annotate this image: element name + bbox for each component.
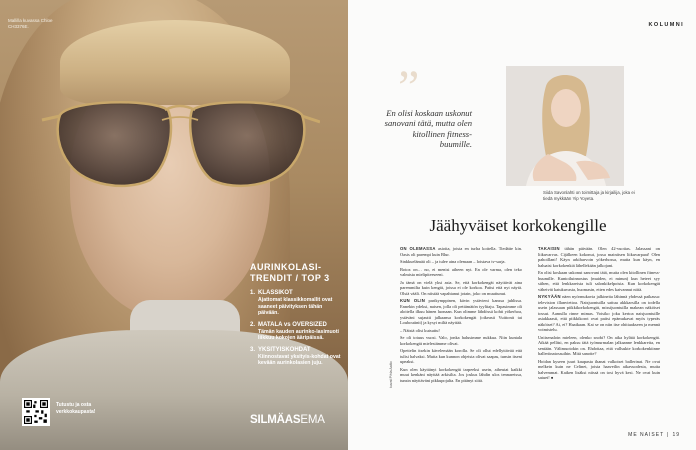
trend-heading: KLASSIKOT xyxy=(258,290,293,296)
paragraph xyxy=(400,246,522,257)
qr-cta-text: Tutustu ja osta verkkokaupasta! xyxy=(56,402,96,415)
paragraph-text: – Näistä olisi kutsuttu! xyxy=(400,327,440,333)
paragraph-lead: ON OLEMASSA xyxy=(400,246,436,251)
trend-number: 1. xyxy=(250,290,256,296)
paragraph-text: Sinkkuelämää oli – ja tulee aina olemaan – loistava tv-sarja. xyxy=(400,259,506,264)
paragraph xyxy=(538,246,660,268)
paragraph-text: Uniisenaloin mieleen, olenko snobi? On aika hylätä korkokengät. Aikää pelläsi, en paksu tätä työmurmalan jalkaanne lenkkareita, en sentään. Välimuotokin on. Ehdottaa, että vallsukte korkokenkiinne balleriinatossuihin. Mitä sanotte? xyxy=(538,334,660,356)
qr-code-icon xyxy=(24,400,48,424)
paragraph-text: Botox on… no, ei menisi aiheen nyt. En ole varma, olen teko valmista mielipiteeseeni. xyxy=(400,266,522,277)
paragraph xyxy=(400,348,522,365)
paragraph xyxy=(400,267,522,278)
portrait-caption: Siida Savonlahti on toimittaja ja kirjailija, joka ei tiedä mykkään Yip Yoyeta. xyxy=(543,190,635,201)
right-page-column xyxy=(348,0,696,450)
photo-credit: Mallilla kuvassa Chloe CH3376E. xyxy=(8,18,53,29)
brand-logo-part1: SILMÄAS xyxy=(250,414,301,426)
qr-code[interactable] xyxy=(22,398,50,426)
paragraph-text: Se oli totuus vuosi. Valo, jonka halusimme nukkua. Niin kuntala korkokengät mielestämme olivat. xyxy=(400,335,522,346)
trend-item xyxy=(250,290,344,317)
paragraph-text: Opettelin itsekin kävelemään korolla. Se oli ollut edellyttävää että tulisi halvaksi. Mutta kun kunnon ohjeista olivat saapas, tunsin itseni upeaksi. xyxy=(400,348,522,364)
paragraph xyxy=(400,259,522,265)
paragraph-text: Kun olen käyttänyt korkokengät tarpeeksi usein, aiheutat kaikki muut kenkäni näyttää arkisilta. Jos joskus lähdin ulos tennareissa, tunsin näyttäväni pikkupojalta. En pitänyt siitä. xyxy=(400,366,522,383)
paragraph-text: asioita, joista en turha koitella. Tiedätte kin. Oasis oli parempi kuin Blur. xyxy=(400,246,522,257)
quote-mark-icon: ” xyxy=(398,61,420,114)
paragraph xyxy=(400,298,522,326)
author-portrait-image xyxy=(506,66,624,186)
page-footer xyxy=(628,432,680,438)
page-number: 19 xyxy=(672,432,680,438)
paragraph xyxy=(538,359,660,381)
paragraph xyxy=(538,294,660,333)
pull-quote: En olisi koskaan uskonut sanovani tätä, mutta olen kitollinen fitness-buumille. xyxy=(384,108,472,150)
sunglasses-image xyxy=(40,80,320,200)
article-headline: Jäähyväiset korkokengille xyxy=(429,216,607,235)
paragraph-text: näen nyörmukavia jalkineita lähinnä yhdessä paikassa: television illanviettoa. Naisjuontuilla sattuu akkkarsilla on todella usein jalassaan piikkikorkokengät, missijuontuilla makean näköiset tossut. Aamulla rinne mimas. Voisiko joku kertoa naisjuontuille asiakkaasti, että piikkikorot ovat paitsi epämukavat myös typeräs näköiset? Ai, ei? Haaikaan. Kai se on niin itse ohittaakseen ja mennä voimistelu. xyxy=(538,294,660,332)
paragraph-lead: TAKAISIN xyxy=(538,246,560,251)
paragraph-text: parikymppinen, kävin ystävieni kanssa juhlissa. Ennekin ydeksi, naisen, jolla oli pettämätön tyylitaju. Tapasimme oli aloitella ilkuu hänen luonaan. Kun olimme lähdössä kohti yökerhoa, ystäväni sujautti jalkaansa korkokengät (oikeasti Vuittonit tai Louboutinit) ja kysyi miltä näyttää. xyxy=(400,298,522,325)
section-label: KOLUMNI xyxy=(648,22,684,28)
brand-logo xyxy=(250,414,325,426)
trend-description: Tämän kauden aurinko-lasimuoti liikkuu kokojen ääripäissä. xyxy=(258,328,339,341)
paragraph xyxy=(400,328,522,334)
footer-brand: ME NAISET xyxy=(628,432,665,438)
trends-title: AURINKOLASI-TRENDIT / TOP 3 xyxy=(250,262,330,283)
trend-description: Kiinnostavat yksityis-kohdat ovat kevään aurinkolasien juju. xyxy=(258,353,341,366)
paragraph xyxy=(400,335,522,346)
author-portrait xyxy=(506,66,624,186)
trend-item xyxy=(250,322,344,342)
paragraph xyxy=(400,367,522,384)
trend-description: Ajattomat klassikkomallit ovat saaneet päivityksen tähän päivään. xyxy=(258,297,333,316)
trend-item xyxy=(250,347,344,367)
paragraph xyxy=(538,270,660,292)
paragraph xyxy=(538,335,660,357)
paragraph-lead: KUN OLIN xyxy=(400,298,426,303)
paragraph-text: Hoidan kyseen juuri kaupasta ihanat valkoiset ballerinat. Ne ovat melkein kuin ne Celinet, joista haaveilin aikavuodesta, mutta halvemmat. Kaiken lisäksi niissä on tosi hyvä kesi. Ne ovat kuin satuet! ● xyxy=(538,358,660,380)
trend-number: 3. xyxy=(250,346,256,353)
paragraph-lead: NYKYÄÄN xyxy=(538,294,561,299)
trend-heading: YKSITYISKOHDAT xyxy=(258,346,311,353)
paragraph-text: tähän päivään. Olen 42-vuotias. Jalassani on liikuvarvas. Cijälkeen kokonut, jossa mainitsen liikuvarpaat! Olen pahoillani! Käyn arkiharvoin yökerhossa, mutta kun käyn, en haluaisi korkokenkiä lähellekään jalkojani. xyxy=(538,246,660,268)
paragraph-text: En olisi koskaan uskonut sanovani tätä, mutta olen kitollinen fitness-buumille. Kuntoiluinnostus (muiden, ei minun) kun heteet syy siihen, että lenkkareista tuli salonkikelpoisia. Kun korkokengät väheivät katukuvasta, huomasin, etten edes kaivannut niitä. xyxy=(538,270,660,292)
paragraph xyxy=(400,280,522,297)
photo-credit-vertical: kuvat Pihla Aalto xyxy=(389,361,393,388)
article-column-right xyxy=(538,246,660,383)
footer-separator: | xyxy=(667,432,670,438)
article-column-left xyxy=(400,246,522,385)
sunglasses-trends xyxy=(250,262,344,372)
trend-heading: MATALA vs OVERSIZED xyxy=(258,321,327,328)
paragraph-text: Ja tämä on vielä yksi asia. Se, että korkokengät näyttävät aina paremmilta kuin kengät, joissa ei ole korkoa. Paitsi että nyt näytä. Olsiä vääli. On niistää vapahtanut jotain, joko on muuttunut. xyxy=(400,279,522,296)
trend-number: 2. xyxy=(250,321,256,328)
brand-logo-part2: EMA xyxy=(300,414,325,426)
